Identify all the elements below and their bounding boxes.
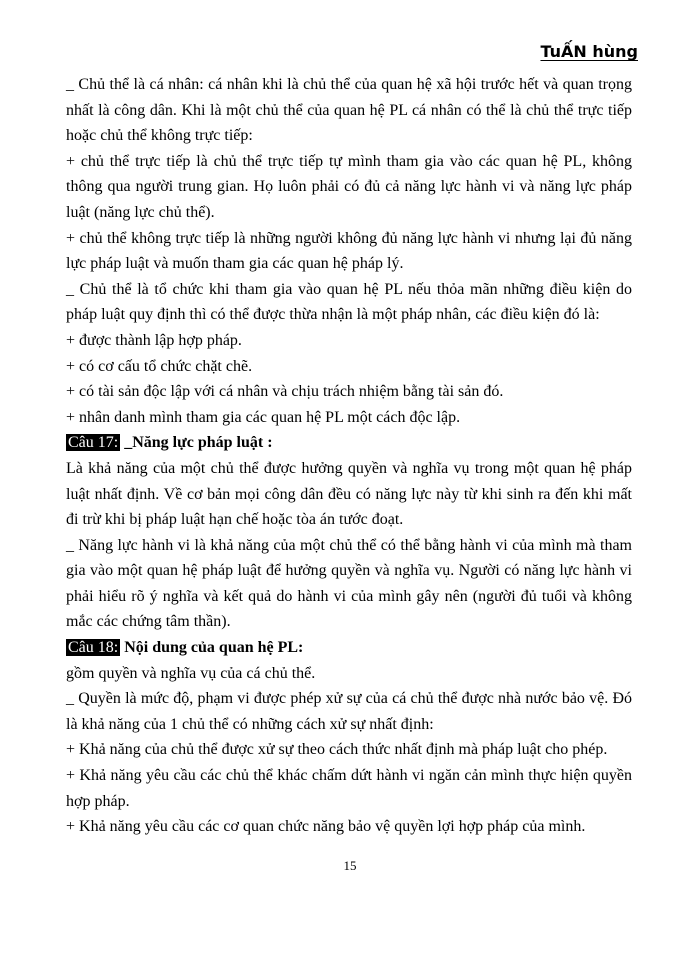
question-18-heading bbox=[66, 635, 632, 661]
paragraph-organization-subject: _ Chủ thể là tổ chức khi tham gia vào quan hệ PL nếu thỏa mãn những điều kiện do pháp luật quy định thì có thể được thừa nhận là một pháp nhân, các điều kiện đó là: bbox=[66, 280, 632, 324]
paragraph-rights-definition: _ Quyền là mức độ, phạm vi được phép xử sự của cá chủ thể được nhà nước bảo vệ. Đó là khả năng của 1 chủ thể có những cách xử sự nhất định: bbox=[66, 690, 632, 733]
list-item: + nhân danh mình tham gia các quan hệ PL một cách độc lập. bbox=[66, 408, 461, 426]
paragraph-right-behave: + Khả năng của chủ thể được xử sự theo cách thức nhất định mà pháp luật cho phép. bbox=[66, 741, 608, 759]
question-17-heading bbox=[66, 430, 632, 456]
paragraph-direct-subject: + chủ thể trực tiếp là chủ thể trực tiếp tự mình tham gia vào các quan hệ PL, không thông qua người trung gian. Họ luôn phải có đủ cả năng lực hành vi và năng lực pháp luật (năng lực chủ thể). bbox=[66, 152, 632, 221]
paragraph-individual-subject: _ Chủ thể là cá nhân: cá nhân khi là chủ thể của quan hệ xã hội trước hết và quan trọng nhất là công dân. Khi là một chủ thể của quan hệ PL cá nhân có thể là chủ thể trực tiếp hoặc chủ thể không trực tiếp: bbox=[66, 76, 632, 145]
paragraph-right-demand-stop: + Khả năng yêu cầu các chủ thể khác chấm dứt hành vi ngăn cản mình thực hiện quyền hợp pháp. bbox=[66, 767, 632, 810]
page-number: 15 bbox=[343, 858, 357, 873]
paragraph-right-protection: + Khả năng yêu cầu các cơ quan chức năng bảo vệ quyền lợi hợp pháp của mình. bbox=[66, 818, 586, 836]
page-header-author: TuẤN hùng bbox=[540, 42, 638, 61]
paragraph-content-intro: gồm quyền và nghĩa vụ của cá chủ thể. bbox=[66, 664, 316, 682]
list-item: + có tài sản độc lập với cá nhân và chịu trách nhiệm bằng tài sản đó. bbox=[66, 383, 504, 401]
document-body bbox=[66, 72, 632, 840]
question-label: Câu 18: bbox=[68, 639, 119, 657]
paragraph-legal-capacity: Là khả năng của một chủ thể được hưởng quyền và nghĩa vụ trong một quan hệ pháp luật nhất định. Về cơ bản mọi công dân đều có năng lực này từ khi sinh ra đến khi mất đi trừ khi bị pháp luật hạn chế hoặc tòa án tước đoạt. bbox=[66, 459, 632, 529]
question-label: Câu 17: bbox=[68, 434, 119, 452]
list-item: + được thành lập hợp pháp. bbox=[66, 331, 242, 349]
paragraph-indirect-subject: + chủ thể không trực tiếp là những người không đủ năng lực hành vi nhưng lại đủ năng lực pháp luật và muốn tham gia các quan hệ pháp lý. bbox=[66, 229, 632, 273]
list-item: + có cơ cấu tổ chức chặt chẽ. bbox=[66, 357, 253, 375]
question-title: Nội dung của quan hệ PL: bbox=[120, 639, 304, 657]
paragraph-behavioral-capacity: _ Năng lực hành vi là khả năng của một chủ thể có thể bằng hành vi của mình mà tham gia vào một quan hệ pháp luật để hưởng quyền và nghĩa vụ. Người có năng lực hành vi phải hiểu rõ ý nghĩa và kết quả do hành vi của mình gây nên (người đủ tuổi và không mắc các chứng tâm thần). bbox=[66, 536, 632, 631]
question-title: _Năng lực pháp luật : bbox=[120, 434, 273, 452]
